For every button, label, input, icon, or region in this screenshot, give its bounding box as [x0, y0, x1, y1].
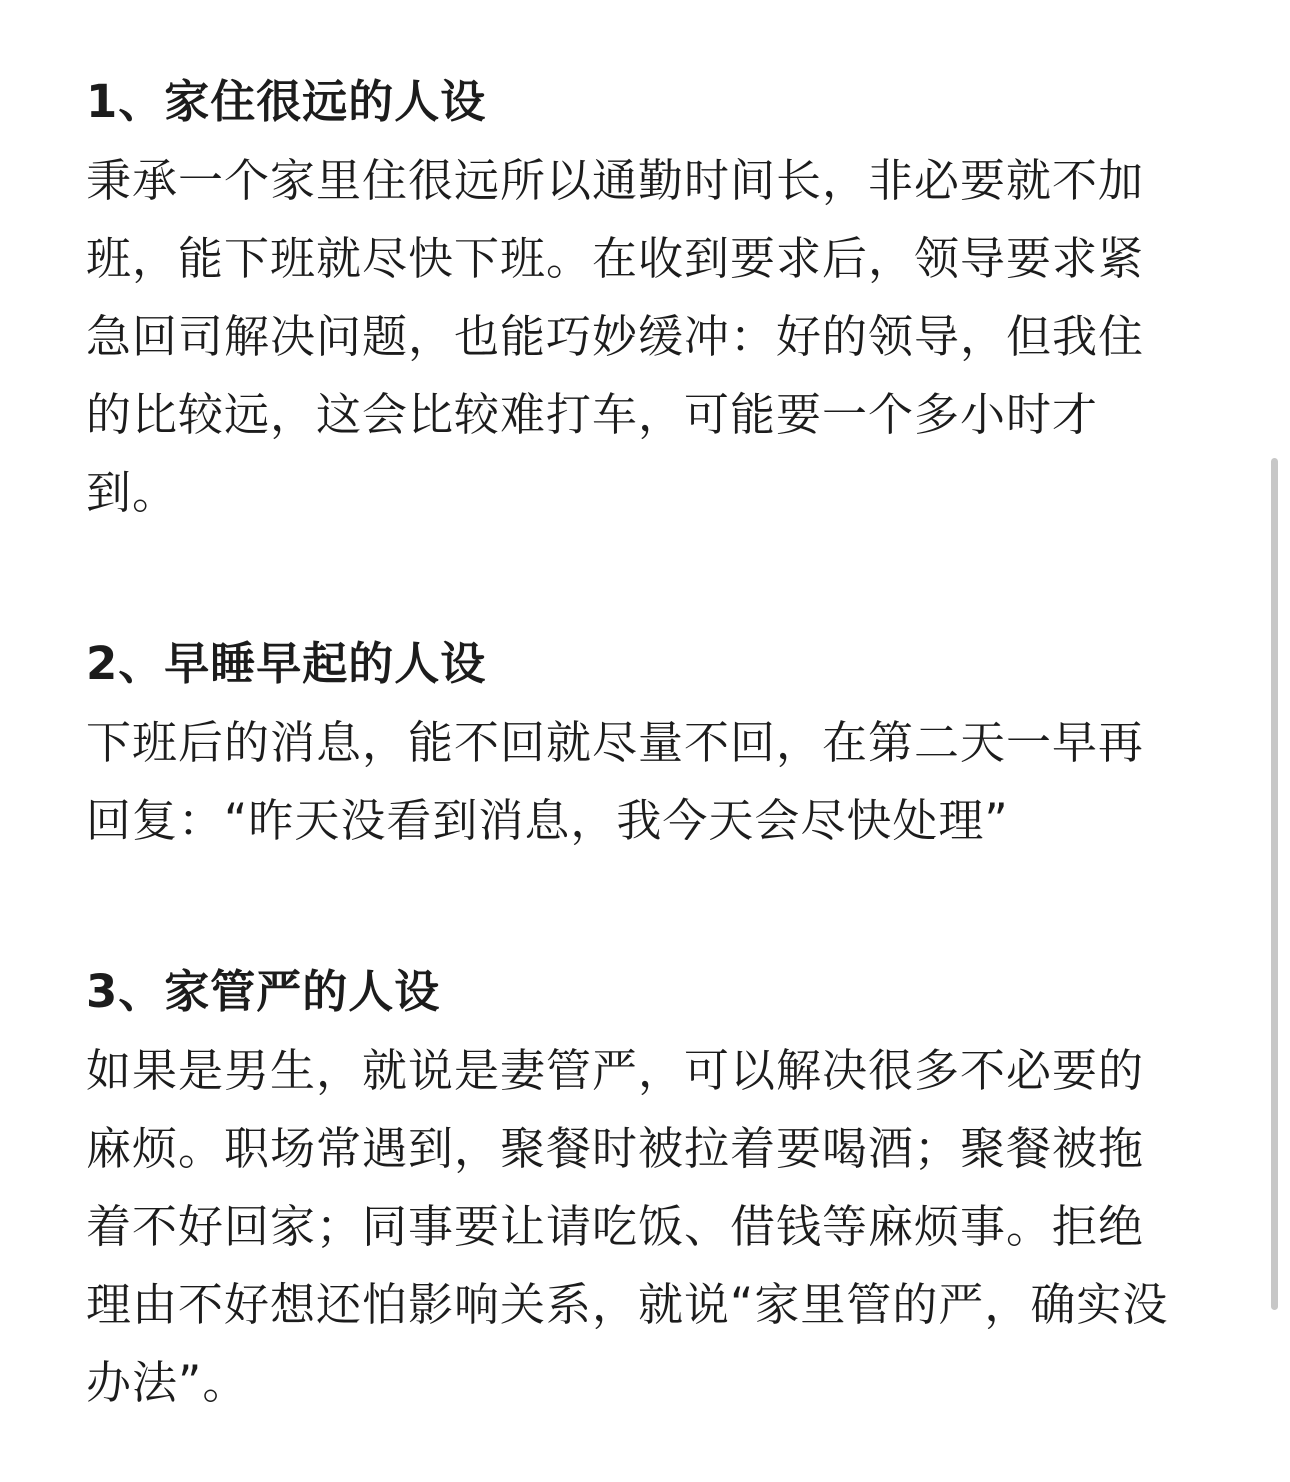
article-content	[86, 62, 1186, 1422]
section-title: 2、早睡早起的人设	[86, 637, 487, 690]
section-body: 下班后的消息，能不回就尽量不回，在第二天一早再回复：“昨天没看到消息，我今天会尽快处理”	[86, 716, 1145, 847]
section-title: 3、家管严的人设	[86, 965, 441, 1018]
section-body: 如果是男生，就说是妻管严，可以解决很多不必要的麻烦。职场常遇到，聚餐时被拉着要喝酒；聚餐被拖着不好回家；同事要让请吃饭、借钱等麻烦事。拒绝理由不好想还怕影响关系，就说“家里管的严，确实没办法”。	[86, 1044, 1169, 1409]
section-title: 1、家住很远的人设	[86, 75, 487, 128]
section-2	[86, 624, 1186, 860]
section-body: 秉承一个家里住很远所以通勤时间长，非必要就不加班，能下班就尽快下班。在收到要求后，领导要求紧急回司解决问题，也能巧妙缓冲：好的领导，但我住的比较远，这会比较难打车，可能要一个多小时才到。	[86, 154, 1145, 519]
section-3	[86, 952, 1186, 1422]
scrollbar[interactable]	[1271, 458, 1278, 1310]
section-1	[86, 62, 1186, 532]
